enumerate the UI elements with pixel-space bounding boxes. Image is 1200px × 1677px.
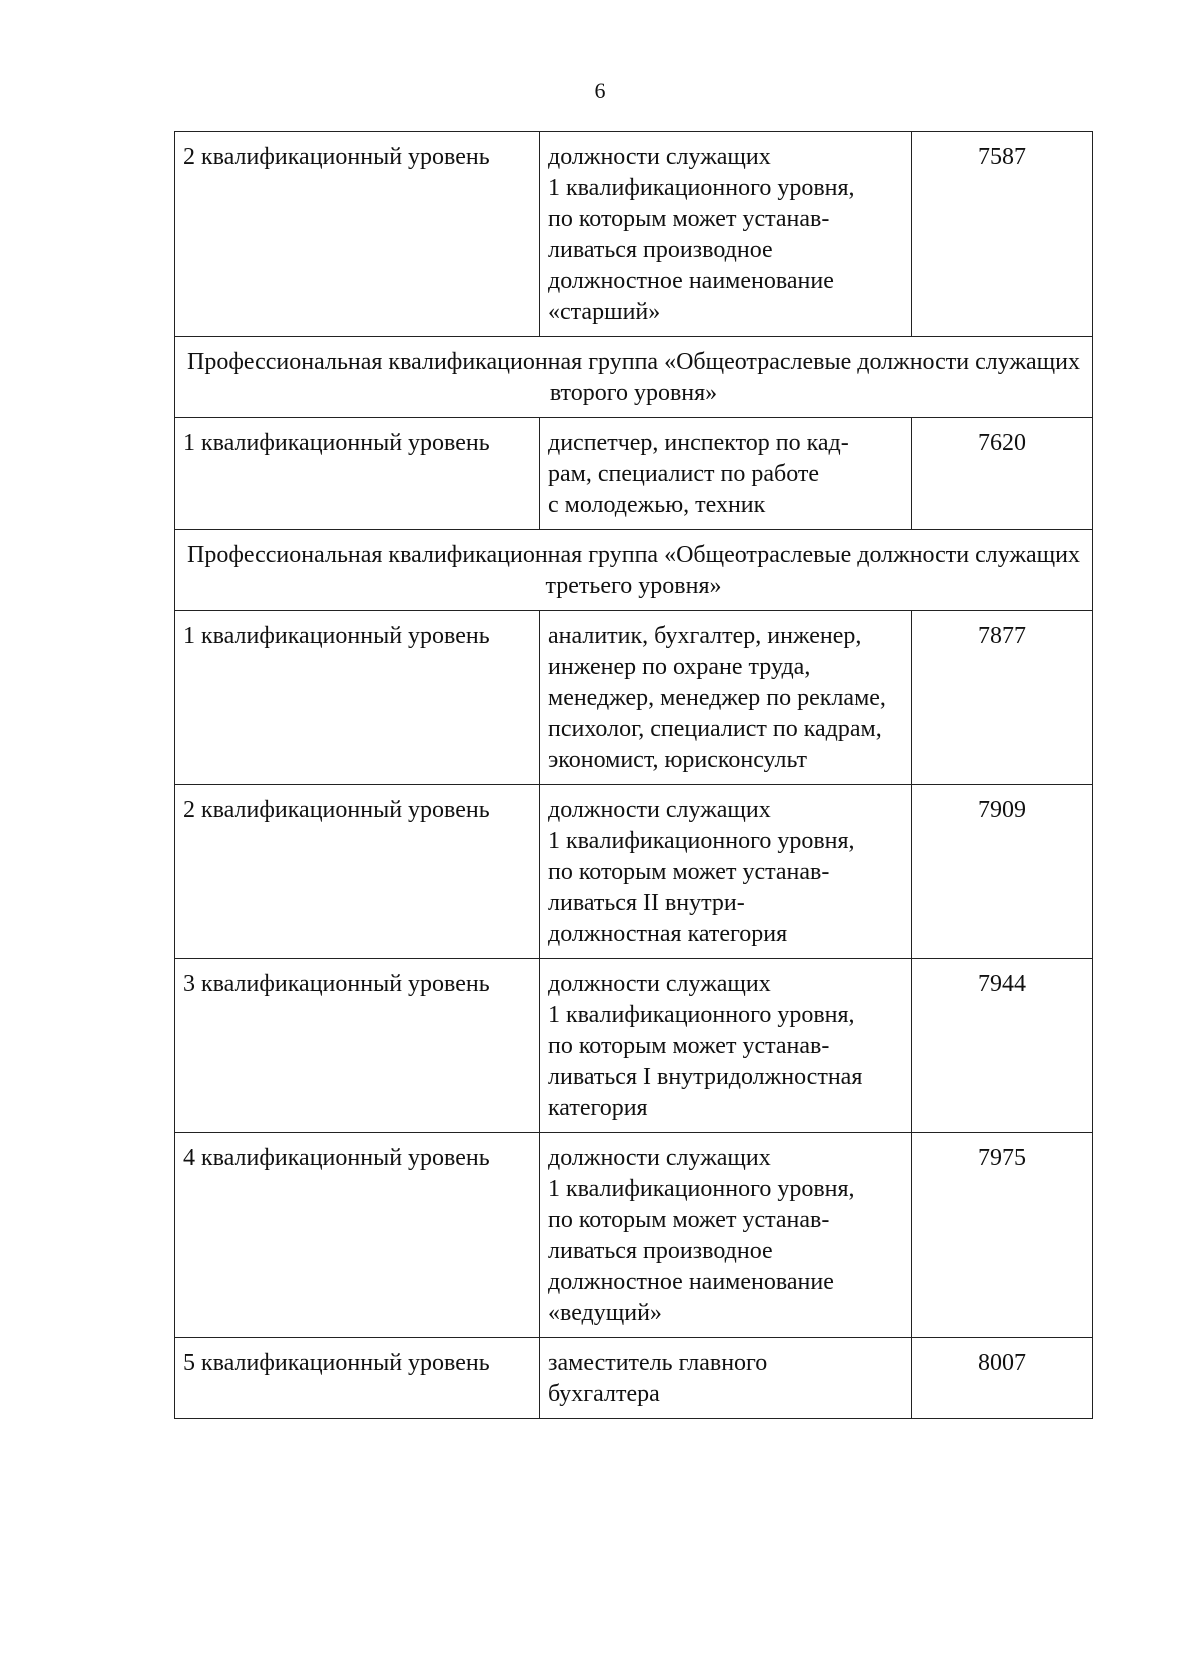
page-number: 6 bbox=[594, 78, 606, 103]
salary-value-cell: 7975 bbox=[912, 1133, 1093, 1338]
description-cell: должности служащих 1 квалификационного уровня, по которым может устанав- ливаться производное должностное наименование «старший» bbox=[540, 132, 912, 337]
salary-value-cell: 7587 bbox=[912, 132, 1093, 337]
group-title: Профессиональная квалификационная группа «Общеотраслевые должности служащих третьего уровня» bbox=[175, 530, 1093, 611]
group-header-row bbox=[175, 530, 1093, 611]
level-cell: 1 квалификационный уровень bbox=[175, 611, 540, 785]
level-cell: 2 квалификационный уровень bbox=[175, 132, 540, 337]
table-row bbox=[175, 1338, 1093, 1419]
description-cell: должности служащих 1 квалификационного уровня, по которым может устанав- ливаться производное должностное наименование «ведущий» bbox=[540, 1133, 912, 1338]
description-cell: должности служащих 1 квалификационного уровня, по которым может устанав- ливаться I внутридолжностная категория bbox=[540, 959, 912, 1133]
salary-value-cell: 7620 bbox=[912, 418, 1093, 530]
description-cell: заместитель главного бухгалтера bbox=[540, 1338, 912, 1419]
salary-value-cell: 8007 bbox=[912, 1338, 1093, 1419]
description-cell: должности служащих 1 квалификационного уровня, по которым может устанав- ливаться II внутри- должностная категория bbox=[540, 785, 912, 959]
salary-table bbox=[174, 131, 1093, 1419]
table-row bbox=[175, 1133, 1093, 1338]
group-header-row bbox=[175, 337, 1093, 418]
salary-value-cell: 7944 bbox=[912, 959, 1093, 1133]
level-cell: 1 квалификационный уровень bbox=[175, 418, 540, 530]
level-cell: 4 квалификационный уровень bbox=[175, 1133, 540, 1338]
salary-value-cell: 7877 bbox=[912, 611, 1093, 785]
table-row bbox=[175, 132, 1093, 337]
table-row bbox=[175, 418, 1093, 530]
table-row bbox=[175, 611, 1093, 785]
description-cell: диспетчер, инспектор по кад- рам, специалист по работе с молодежью, техник bbox=[540, 418, 912, 530]
description-cell: аналитик, бухгалтер, инженер, инженер по охране труда, менеджер, менеджер по рекламе, психолог, специалист по кадрам, экономист, юрисконсульт bbox=[540, 611, 912, 785]
level-cell: 3 квалификационный уровень bbox=[175, 959, 540, 1133]
table-row bbox=[175, 959, 1093, 1133]
level-cell: 5 квалификационный уровень bbox=[175, 1338, 540, 1419]
group-title: Профессиональная квалификационная группа «Общеотраслевые должности служащих второго уровня» bbox=[175, 337, 1093, 418]
salary-value-cell: 7909 bbox=[912, 785, 1093, 959]
table-row bbox=[175, 785, 1093, 959]
level-cell: 2 квалификационный уровень bbox=[175, 785, 540, 959]
